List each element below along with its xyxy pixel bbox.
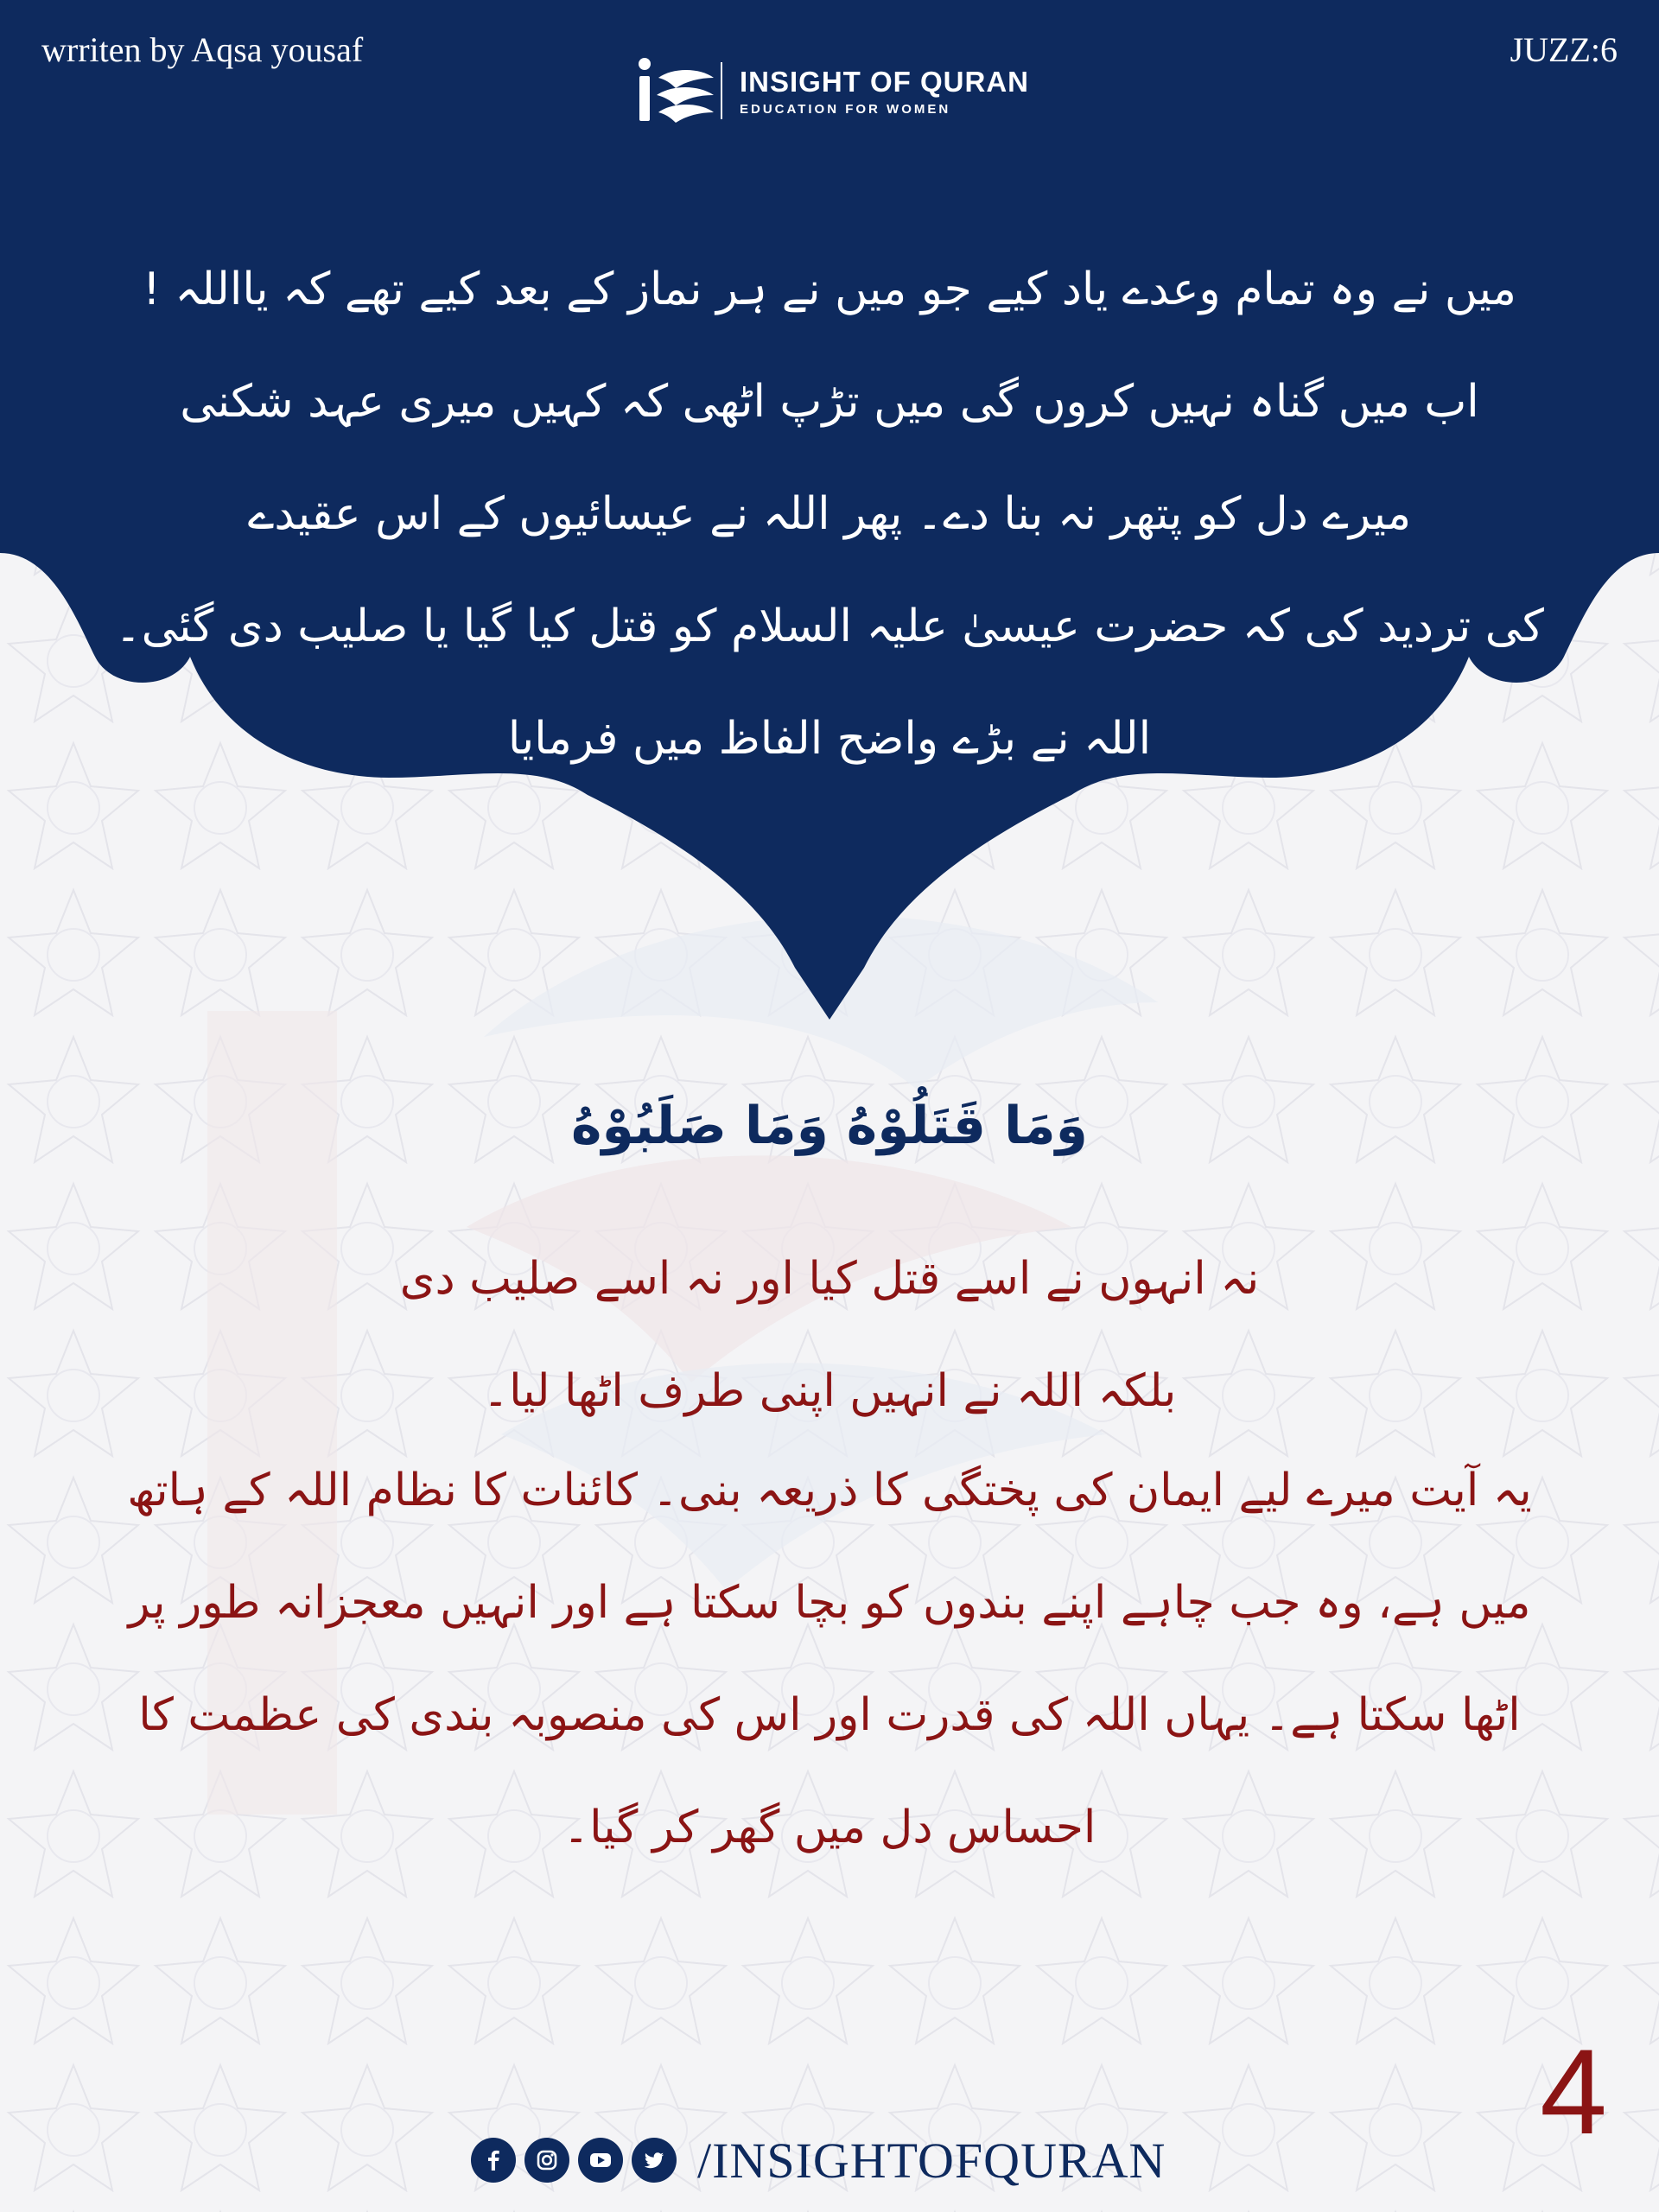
instagram-icon[interactable]	[524, 2138, 569, 2183]
reflection-line: میں ہے، وہ جب چاہے اپنے بندوں کو بچا سکتا ہے اور انہیں معجزانہ طور پر	[128, 1577, 1531, 1629]
brand-logo	[631, 52, 1037, 130]
youtube-icon[interactable]	[578, 2138, 623, 2183]
logo-divider	[721, 62, 722, 119]
reflection-line: احساس دل میں گھر کر گیا۔	[563, 1802, 1096, 1853]
reflection-line: اٹھا سکتا ہے۔ یہاں اللہ کی قدرت اور اس کی منصوبہ بندی کی عظمت کا	[138, 1689, 1521, 1741]
reflection-paragraph	[86, 1434, 1573, 1884]
juzz-label: JUZZ:6	[1510, 30, 1618, 69]
logo-text	[740, 66, 1029, 117]
intro-line: اللہ نے بڑے واضح الفاظ میں فرمایا	[507, 713, 1152, 765]
intro-line: میں نے وہ تمام وعدے یاد کیے جو میں نے ہر نماز کے بعد کیے تھے کہ یااللہ !	[142, 264, 1517, 315]
translation-line: نہ انہوں نے اسے قتل کیا اور نہ اسے صلیب دی	[399, 1253, 1260, 1305]
author-credit: wrriten by Aqsa yousaf	[41, 30, 364, 69]
reflection-line: یہ آیت میرے لیے ایمان کی پختگی کا ذریعہ بنی۔ کائنات کا نظام اللہ کے ہاتھ	[127, 1465, 1532, 1516]
page-number: 4	[1540, 2024, 1607, 2159]
translation-line: بلکہ اللہ نے انہیں اپنی طرف اٹھا لیا۔	[482, 1365, 1177, 1417]
intro-line: میرے دل کو پتھر نہ بنا دے۔ پھر اللہ نے عیسائیوں کے اس عقیدے	[247, 488, 1412, 540]
twitter-icon[interactable]	[632, 2138, 677, 2183]
verse-translation	[207, 1223, 1452, 1447]
intro-line: کی تردید کی کہ حضرت عیسیٰ علیہ السلام کو قتل کیا گیا یا صلیب دی گئی۔	[115, 601, 1544, 652]
intro-line: اب میں گناہ نہیں کروں گی میں تڑپ اٹھی کہ کہیں میری عہد شکنی	[180, 376, 1479, 428]
logo-title: INSIGHT OF QURAN	[740, 65, 1029, 98]
facebook-icon[interactable]	[471, 2138, 516, 2183]
logo-icon	[631, 52, 717, 130]
social-footer	[471, 2126, 1166, 2195]
quran-verse: وَمَا قَتَلُوْهُ وَمَا صَلَبُوْهُ	[571, 1096, 1088, 1156]
intro-paragraph	[104, 233, 1555, 795]
logo-subtitle: EDUCATION FOR WOMEN	[740, 101, 951, 117]
social-handle[interactable]: /INSIGHTOFQURAN	[697, 2132, 1166, 2189]
